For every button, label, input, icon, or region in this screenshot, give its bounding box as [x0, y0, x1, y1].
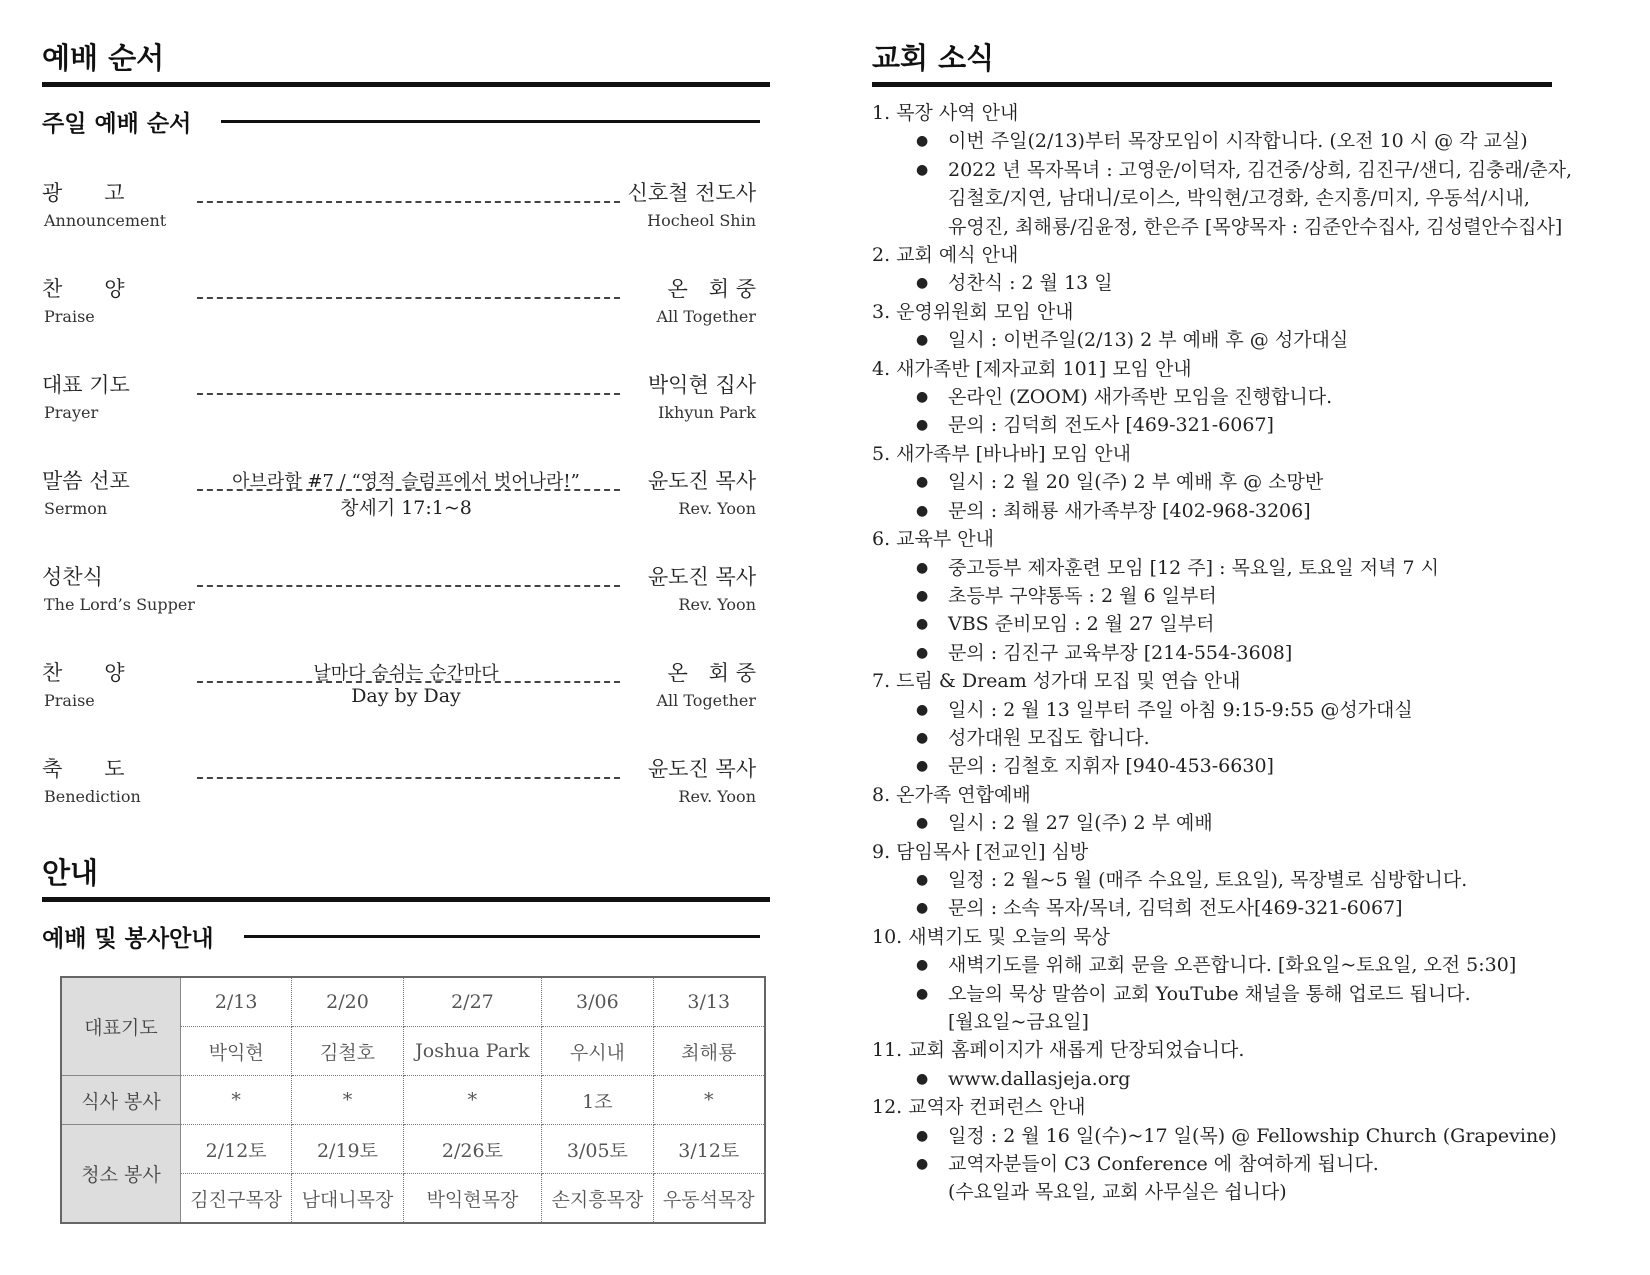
bullet-icon: ●	[916, 474, 929, 491]
bullet-text: 일시 : 이번주일(2/13) 2 부 예배 후 @ 성가대실	[948, 329, 1349, 352]
bullet-icon: ●	[916, 1156, 929, 1173]
sunday-order-subheading-row	[42, 101, 770, 141]
service-order-row	[42, 753, 770, 849]
bullet-icon: ●	[916, 275, 929, 292]
table-cell: Joshua Park	[403, 1027, 542, 1076]
news-bullet-list	[872, 809, 1600, 837]
bullet-icon: ●	[916, 616, 929, 633]
bullet-text: VBS 준비모임 : 2 월 27 일부터	[948, 613, 1215, 636]
subheading-rule	[221, 120, 760, 123]
worship-column	[42, 40, 770, 1224]
subheading-rule	[244, 935, 760, 938]
news-bullet-list	[872, 1122, 1600, 1207]
order-title-en: Benediction	[44, 787, 141, 806]
news-bullet-list	[872, 326, 1600, 354]
order-detail-sub: Day by Day	[351, 685, 461, 707]
order-title-en: Announcement	[44, 211, 167, 230]
table-cell: *	[653, 1076, 765, 1125]
news-bullet-list	[872, 1065, 1600, 1093]
table-cell: 손지흥목장	[542, 1174, 653, 1224]
order-title: 성찬식	[42, 565, 103, 589]
service-guide-subheading-row	[42, 916, 770, 956]
news-bullet-list	[872, 269, 1600, 297]
news-bullet	[872, 127, 1600, 155]
service-order-row	[42, 657, 770, 753]
news-item-heading: 1. 목장 사역 안내	[872, 102, 1019, 124]
bullet-text: 문의 : 최해룡 새가족부장 [402-968-3206]	[948, 499, 1311, 522]
bullet-icon: ●	[916, 133, 929, 150]
order-title-en: Prayer	[44, 403, 99, 422]
table-cell: *	[403, 1076, 542, 1125]
service-guide-subheading: 예배 및 봉사안내	[42, 925, 214, 952]
news-bullet	[872, 554, 1600, 582]
service-order-list	[42, 177, 770, 849]
news-item-heading: 11. 교회 홈페이지가 새롭게 단장되었습니다.	[872, 1039, 1245, 1062]
bullet-icon: ●	[916, 502, 929, 519]
table-cell: *	[181, 1076, 292, 1125]
news-item-heading: 3. 운영위원회 모임 안내	[872, 300, 1074, 323]
order-detail: 아브라함 #7 / “영적 슬럼프에서 벗어나라!”	[232, 471, 580, 492]
table-cell: 우시내	[542, 1027, 653, 1076]
order-leader-en: All Together	[656, 307, 756, 326]
heading-rule	[42, 897, 770, 902]
news-item-heading: 10. 새벽기도 및 오늘의 묵상	[872, 925, 1110, 948]
bullet-text: 오늘의 묵상 말씀이 교회 YouTube 채널을 통해 업로드 됩니다.	[948, 982, 1471, 1005]
news-bullet	[872, 269, 1600, 297]
bullet-icon: ●	[916, 332, 929, 349]
dashed-leader	[197, 201, 620, 203]
church-news-heading: 교회 소식	[872, 41, 995, 75]
bullet-icon: ●	[916, 389, 929, 406]
order-title: 찬 양	[42, 277, 125, 301]
news-bullet	[872, 326, 1600, 354]
bullet-text: 이번 주일(2/13)부터 목장모임이 시작합니다. (오전 10 시 @ 각 교실)	[948, 130, 1528, 153]
news-bullet	[872, 582, 1600, 610]
news-bullet	[872, 1065, 1600, 1093]
bullet-text: 온라인 (ZOOM) 새가족반 모임을 진행합니다.	[948, 386, 1333, 409]
worship-order-heading: 예배 순서	[42, 41, 165, 75]
order-title: 대표 기도	[42, 373, 130, 397]
table-row	[61, 1076, 765, 1125]
dashed-leader	[197, 393, 620, 395]
order-leader: 윤도진 목사	[647, 757, 756, 781]
news-item-heading: 2. 교회 예식 안내	[872, 244, 1019, 267]
bullet-text: 일정 : 2 월~5 월 (매주 수요일, 토요일), 목장별로 심방합니다.	[948, 868, 1468, 891]
bullet-icon: ●	[916, 985, 929, 1002]
order-title: 축 도	[42, 757, 125, 781]
table-cell: 2/19토	[292, 1125, 403, 1174]
news-item-heading: 7. 드림 & Dream 성가대 모집 및 연습 안내	[872, 670, 1241, 693]
bullet-text: 일정 : 2 월 16 일(수)~17 일(목) @ Fellowship Church (Grapevine)	[948, 1124, 1557, 1147]
news-bullet-list	[872, 383, 1600, 440]
table-row	[61, 1125, 765, 1174]
order-leader-en: All Together	[656, 691, 756, 710]
bullet-text: 성가대원 모집도 합니다.	[948, 726, 1150, 749]
news-item-heading: 9. 담임목사 [전교인] 심방	[872, 840, 1089, 863]
bullet-text: 새벽기도를 위해 교회 문을 오픈합니다. [화요일~토요일, 오전 5:30]	[948, 954, 1517, 977]
table-cell: 2/20	[292, 977, 403, 1027]
table-cell: 2/12토	[181, 1125, 292, 1174]
bullet-icon: ●	[916, 1070, 929, 1087]
news-bullet	[872, 610, 1600, 638]
news-bullet-list	[872, 866, 1600, 923]
order-title-en: Praise	[44, 307, 95, 326]
bullet-icon: ●	[916, 161, 929, 178]
table-cell: 1조	[542, 1076, 653, 1125]
news-bullet	[872, 1150, 1600, 1178]
order-title: 찬 양	[42, 661, 125, 685]
news-item-heading: 6. 교육부 안내	[872, 528, 994, 551]
news-bullet	[872, 156, 1600, 184]
table-cell: 우동석목장	[653, 1174, 765, 1224]
bullet-text: 문의 : 김진구 교육부장 [214-554-3608]	[948, 641, 1293, 664]
sunday-order-subheading: 주일 예배 순서	[42, 110, 192, 137]
news-bullet	[872, 894, 1600, 922]
news-item-heading: 4. 새가족반 [제자교회 101] 모임 안내	[872, 357, 1192, 380]
table-cell: 김철호	[292, 1027, 403, 1076]
bullet-text: 일시 : 2 월 13 일부터 주일 아침 9:15-9:55 @성가대실	[948, 698, 1413, 721]
order-leader: 온 회 중	[667, 661, 756, 685]
table-row	[61, 977, 765, 1027]
news-bullet	[872, 411, 1600, 439]
order-leader-en: Rev. Yoon	[678, 787, 756, 806]
table-cell: 박익현	[181, 1027, 292, 1076]
bullet-icon: ●	[916, 1127, 929, 1144]
order-leader: 박익현 집사	[647, 373, 756, 397]
table-cell: *	[292, 1076, 403, 1125]
news-bullet	[872, 1122, 1600, 1150]
bullet-text: 문의 : 소속 목자/목녀, 김덕희 전도사[469-321-6067]	[948, 897, 1403, 920]
order-leader: 윤도진 목사	[647, 469, 756, 493]
order-leader: 온 회 중	[667, 277, 756, 301]
table-cell: 3/13	[653, 977, 765, 1027]
news-bullet	[872, 724, 1600, 752]
table-cell: 최해룡	[653, 1027, 765, 1076]
bullet-icon: ●	[916, 701, 929, 718]
heading-rule	[42, 82, 770, 87]
news-bullet-list	[872, 554, 1600, 668]
dashed-leader	[197, 777, 620, 779]
order-title-en: The Lord’s Supper	[44, 595, 195, 614]
bullet-icon: ●	[916, 815, 929, 832]
table-cell: 2/27	[403, 977, 542, 1027]
news-bullet-list	[872, 951, 1600, 1036]
order-title-en: Sermon	[44, 499, 108, 518]
news-bullet-list	[872, 696, 1600, 781]
bullet-continuation: [월요일~금요일]	[948, 1011, 1089, 1033]
order-detail: 날마다 숨쉬는 순간마다	[313, 663, 499, 684]
bullet-text: 성찬식 : 2 월 13 일	[948, 272, 1113, 295]
order-leader-en: Hocheol Shin	[647, 211, 756, 230]
table-cell: 2/26토	[403, 1125, 542, 1174]
order-leader: 신호철 전도사	[627, 181, 756, 205]
service-order-row	[42, 273, 770, 369]
table-cell: 3/06	[542, 977, 653, 1027]
bullet-continuation: (수요일과 목요일, 교회 사무실은 쉽니다)	[948, 1181, 1287, 1204]
service-duty-table	[60, 976, 766, 1224]
news-item-heading: 8. 온가족 연합예배	[872, 783, 1031, 806]
bullet-text: www.dallasjeja.org	[948, 1067, 1131, 1090]
bullet-text: 중고등부 제자훈련 모임 [12 주] : 목요일, 토요일 저녁 7 시	[948, 556, 1440, 579]
church-news-list	[872, 99, 1600, 1207]
news-bullet-list	[872, 468, 1600, 525]
bullet-icon: ●	[916, 417, 929, 434]
table-cell: 남대니목장	[292, 1174, 403, 1224]
guide-heading: 안내	[42, 856, 99, 890]
news-item-heading: 5. 새가족부 [바나바] 모임 안내	[872, 442, 1132, 465]
bullet-icon: ●	[916, 957, 929, 974]
bullet-icon: ●	[916, 559, 929, 576]
order-title-en: Praise	[44, 691, 95, 710]
dashed-leader	[197, 585, 620, 587]
news-bullet	[872, 468, 1600, 496]
dashed-leader	[197, 297, 620, 299]
order-leader-en: Rev. Yoon	[678, 499, 756, 518]
bullet-text: 2022 년 목자목녀 : 고영운/이덕자, 김건중/상희, 김진구/샌디, 김충래/춘자,	[948, 158, 1573, 181]
service-order-row	[42, 465, 770, 561]
order-title: 말씀 선포	[42, 469, 130, 493]
news-bullet	[872, 752, 1600, 780]
bullet-icon: ●	[916, 900, 929, 917]
bullet-text: 문의 : 김덕희 전도사 [469-321-6067]	[948, 414, 1274, 437]
bullet-icon: ●	[916, 587, 929, 604]
table-cell: 2/13	[181, 977, 292, 1027]
order-title: 광 고	[42, 181, 125, 205]
bullet-continuation: 유영진, 최해룡/김윤정, 한은주 [목양목자 : 김준안수집사, 김성렬안수집사]	[948, 215, 1563, 238]
news-bullet	[872, 866, 1600, 894]
news-column	[872, 40, 1600, 1207]
order-leader: 윤도진 목사	[647, 565, 756, 589]
news-bullet	[872, 696, 1600, 724]
news-bullet	[872, 497, 1600, 525]
bullet-text: 문의 : 김철호 지휘자 [940-453-6630]	[948, 755, 1274, 778]
service-order-row	[42, 177, 770, 273]
service-order-row	[42, 369, 770, 465]
bullet-text: 일시 : 2 월 27 일(주) 2 부 예배	[948, 812, 1213, 835]
news-bullet	[872, 383, 1600, 411]
news-bullet	[872, 980, 1600, 1008]
table-cell: 3/05토	[542, 1125, 653, 1174]
order-leader-en: Rev. Yoon	[678, 595, 756, 614]
order-leader-en: Ikhyun Park	[658, 403, 756, 422]
bullet-icon: ●	[916, 729, 929, 746]
news-bullet	[872, 951, 1600, 979]
order-detail-sub: 창세기 17:1~8	[340, 497, 472, 519]
bullet-text: 초등부 구약통독 : 2 월 6 일부터	[948, 584, 1217, 607]
table-cell: 3/12토	[653, 1125, 765, 1174]
row-header: 청소 봉사	[61, 1125, 181, 1224]
bullet-icon: ●	[916, 871, 929, 888]
table-cell: 김진구목장	[181, 1174, 292, 1224]
news-bullet-list	[872, 127, 1600, 241]
news-bullet	[872, 809, 1600, 837]
bullet-continuation: 김철호/지연, 남대니/로이스, 박익현/고경화, 손지흥/미지, 우동석/시내,	[948, 187, 1530, 210]
news-bullet	[872, 639, 1600, 667]
bullet-text: 교역자분들이 C3 Conference 에 참여하게 됩니다.	[948, 1153, 1379, 1176]
table-cell: 박익현목장	[403, 1174, 542, 1224]
news-item-heading: 12. 교역자 컨퍼런스 안내	[872, 1096, 1086, 1119]
heading-rule	[872, 82, 1552, 87]
bullet-text: 일시 : 2 월 20 일(주) 2 부 예배 후 @ 소망반	[948, 471, 1324, 494]
row-header: 식사 봉사	[61, 1076, 181, 1125]
service-order-row	[42, 561, 770, 657]
bullet-icon: ●	[916, 758, 929, 775]
row-header: 대표기도	[61, 977, 181, 1076]
bullet-icon: ●	[916, 644, 929, 661]
